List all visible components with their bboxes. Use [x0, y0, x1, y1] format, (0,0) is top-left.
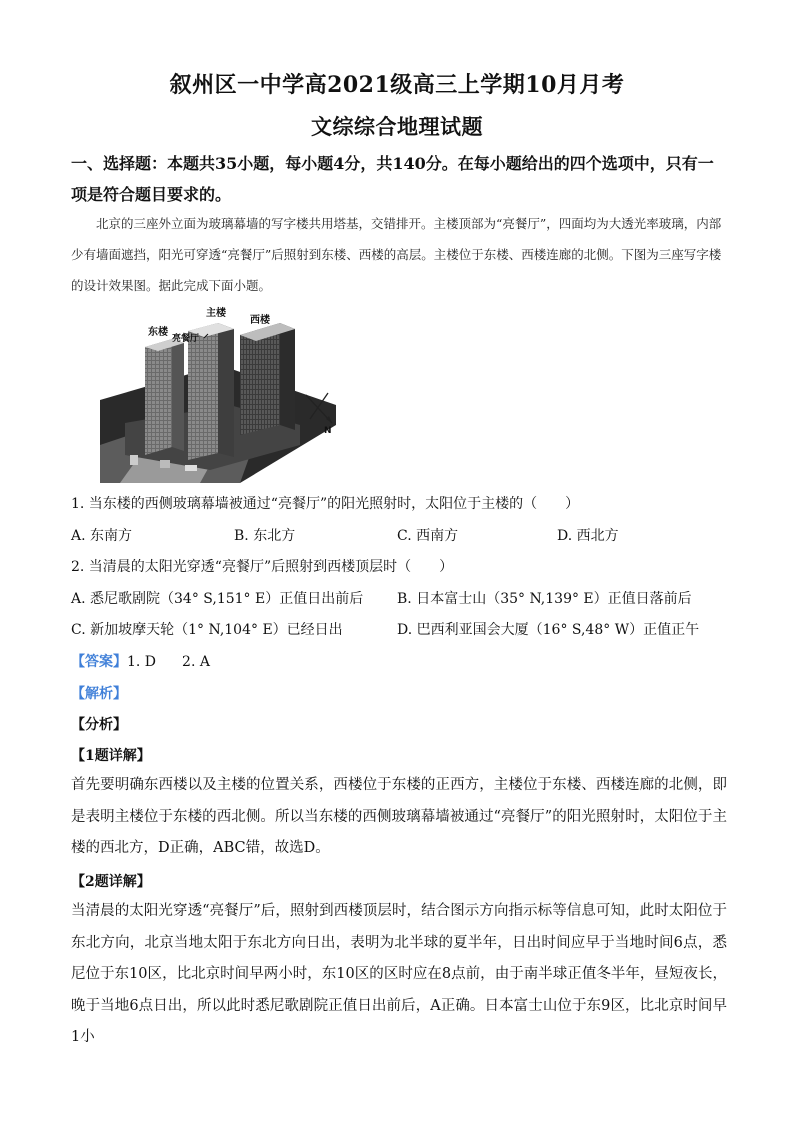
question-2-option-c: C. 新加坡摩天轮（1° N,104° E）已经日出 — [71, 622, 343, 638]
answer-value-2: 2. A — [182, 654, 210, 670]
compass-label: N — [324, 426, 332, 436]
question-1-stem: 1. 当东楼的西侧玻璃幕墙被通过“亮餐厅”的阳光照射时，太阳位于主楼的（ ） — [71, 496, 580, 512]
intro-paragraph: 北京的三座外立面为玻璃幕墙的写字楼共用塔基，交错排开。主楼顶部为“亮餐厅”，四面均为大透光率玻璃，内部少有墙面遮挡，阳光可穿透“亮餐厅”后照射到东楼、西楼的高层。主楼位于东楼、西楼连廊的北侧。下图为三座写字楼的设计效果图。据此完成下面小题。 — [71, 216, 722, 293]
question-1-option-c: C. 西南方 — [397, 528, 459, 544]
detail-1-label: 【1题详解】 — [71, 748, 151, 764]
question-2-option-a: A. 悉尼歌剧院（34° S,151° E）正值日出前后 — [71, 591, 364, 607]
fenxi-label: 【分析】 — [71, 717, 127, 733]
section-heading: 一、选择题：本题共35小题，每小题4分，共140分。在每小题给出的四个选项中，只有一项是符合题目要求的。 — [71, 154, 714, 204]
question-1-options — [71, 525, 727, 545]
question-1-option-a: A. 东南方 — [71, 528, 133, 544]
analysis-label: 【解析】 — [71, 686, 127, 702]
label-main: 主楼 — [206, 308, 226, 319]
page-subtitle: 文综综合地理试题 — [311, 114, 483, 139]
label-west: 西楼 — [250, 315, 270, 326]
page-title: 叙州区一中学高2021级高三上学期10月月考 — [169, 72, 625, 98]
label-east: 东楼 — [148, 327, 168, 338]
answer-label: 【答案】 — [71, 654, 127, 670]
question-2-options-row1 — [71, 588, 727, 608]
detail-1-text: 首先要明确东西楼以及主楼的位置关系，西楼位于东楼的正西方，主楼位于东楼、西楼连廊的北侧，即是表明主楼位于东楼的西北侧。所以当东楼的西侧玻璃幕墙被通过“亮餐厅”的阳光照射时，太阳位于主楼的西北方，D正确，ABC错，故选D。 — [71, 777, 727, 856]
question-2-stem: 2. 当清晨的太阳光穿透“亮餐厅”后照射到西楼顶层时（ ） — [71, 559, 454, 575]
question-2-option-d: D. 巴西利亚国会大厦（16° S,48° W）正值正午 — [397, 622, 700, 638]
detail-2-text: 当清晨的太阳光穿透“亮餐厅”后，照射到西楼顶层时，结合图示方向指示标等信息可知，此时太阳位于东北方向，北京当地太阳于东北方向日出，表明为北半球的夏半年，日出时间应早于当地时间6点，悉尼位于东10区，比北京时间早两小时，东10区的区时应在8点前，由于南半球正值冬半年，昼短夜长，晚于当地6点日出，所以此时悉尼歌剧院正值日出前后，A正确。日本富士山位于东9区，比北京时间早1小 — [71, 903, 727, 1045]
question-2-option-b: B. 日本富士山（35° N,139° E）正值日落前后 — [397, 591, 692, 607]
label-restaurant: 亮餐厅 — [172, 334, 200, 344]
answer-value-1: 1. D — [127, 654, 157, 670]
answer-row — [71, 651, 210, 671]
question-1-option-b: B. 东北方 — [234, 528, 296, 544]
east-tower — [145, 339, 172, 455]
question-2-options-row2 — [71, 619, 727, 639]
building-figure — [100, 305, 336, 483]
question-1-option-d: D. 西北方 — [557, 528, 619, 544]
west-tower — [240, 323, 280, 435]
detail-2-label: 【2题详解】 — [71, 874, 151, 890]
